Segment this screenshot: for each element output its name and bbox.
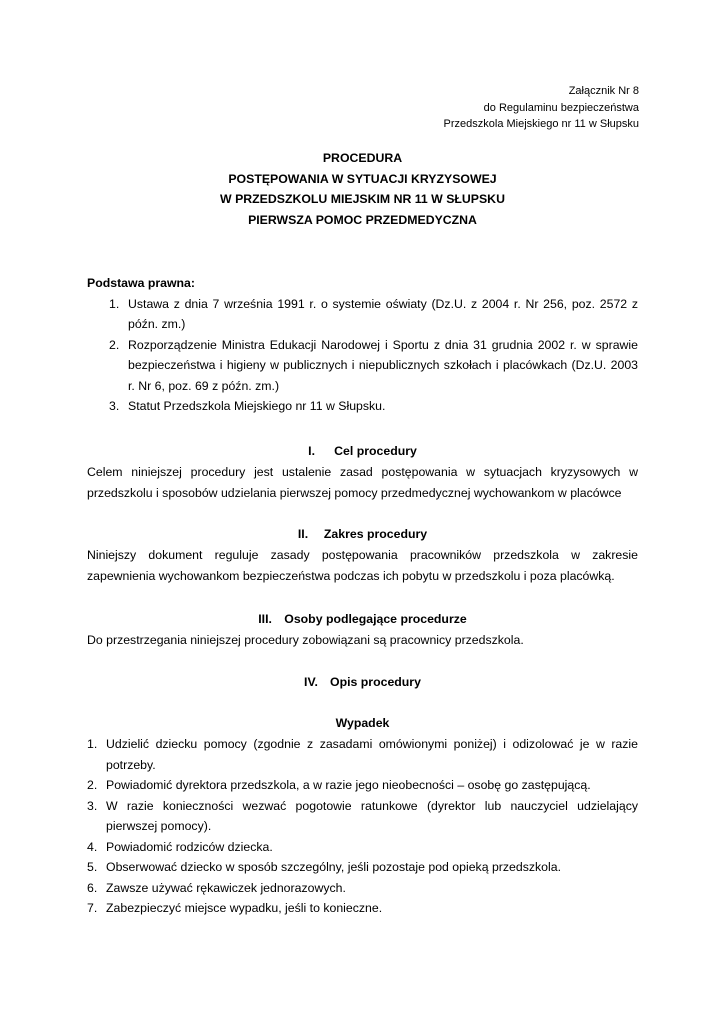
section-heading-2: [0, 524, 725, 545]
section-text: Celem niniejszej procedury jest ustalenie zasad postępowania w sytuacjach kryzysowych w przedszkolu i sposobów udzielania pierwszej pomocy przedmedycznej wychowankom w placówce: [87, 465, 638, 500]
section-title: Opis procedury: [330, 675, 421, 689]
list-item: [87, 396, 638, 417]
legal-basis-heading: Podstawa prawna:: [87, 276, 195, 290]
section-3-text: [87, 630, 638, 651]
section-number: IV.: [304, 675, 318, 689]
list-number: 4.: [87, 839, 98, 854]
annex-line-1: Załącznik Nr 8: [568, 85, 639, 97]
section-heading-1: [0, 441, 725, 462]
title-line-4: PIERWSZA POMOC PRZEDMEDYCZNA: [248, 212, 477, 227]
section-title: Cel procedury: [334, 444, 417, 458]
section-title: Zakres procedury: [323, 527, 428, 541]
list-text: Powiadomić rodziców dziecka.: [106, 839, 273, 854]
accident-list: [87, 734, 638, 919]
section-1-text: [87, 462, 638, 503]
list-item: [87, 878, 638, 899]
section-2-text: [87, 545, 638, 586]
list-text: W razie konieczności wezwać pogotowie ratunkowe (dyrektor lub nauczyciel udzielający pierwszej pomocy).: [106, 798, 638, 833]
list-text: Statut Przedszkola Miejskiego nr 11 w Słupsku.: [128, 399, 386, 413]
list-item: [87, 898, 638, 919]
section-number: II.: [297, 527, 309, 541]
section-heading-3: [0, 609, 725, 630]
list-text: Zawsze używać rękawiczek jednorazowych.: [106, 880, 346, 895]
list-number: 1.: [87, 737, 98, 751]
accident-steps: [87, 734, 638, 919]
section-number: I.: [308, 444, 315, 458]
list-item: [87, 837, 638, 858]
title-line-2: POSTĘPOWANIA W SYTUACJI KRYZYSOWEJ: [228, 171, 497, 186]
list-text: Obserwować dziecko w sposób szczególny, jeśli pozostaje pod opieką przedszkola.: [106, 860, 561, 874]
list-number: 1.: [109, 296, 120, 311]
list-number: 3.: [87, 798, 98, 813]
list-text: Ustawa z dnia 7 września 1991 r. o systemie oświaty (Dz.U. z 2004 r. Nr 256, poz. 2572 z późn. zm.): [128, 296, 638, 331]
list-text: Powiadomić dyrektora przedszkola, a w razie jego nieobecności – osobę go zastępującą.: [106, 778, 591, 792]
section-heading-4: [0, 672, 725, 693]
list-item: [87, 335, 638, 397]
title-line-1: PROCEDURA: [322, 151, 403, 165]
list-item: [87, 775, 638, 796]
list-item: [87, 796, 638, 837]
list-item: [87, 857, 638, 878]
title-line-3: W PRZEDSZKOLU MIEJSKIM NR 11 W SŁUPSKU: [220, 192, 505, 206]
section-number: III.: [258, 612, 272, 626]
section-text: Niniejszy dokument reguluje zasady postępowania pracowników przedszkola w zakresie zapewnienia wychowankom bezpieczeństwa podczas ich pobytu w przedszkolu i poza placówką.: [87, 548, 638, 583]
document-title: [0, 148, 725, 230]
section-title: Osoby podlegające procedurze: [284, 612, 467, 626]
list-text: Zabezpieczyć miejsce wypadku, jeśli to konieczne.: [106, 901, 383, 915]
legal-basis-list: [109, 294, 638, 417]
accident-title: Wypadek: [335, 716, 390, 730]
list-number: 3.: [109, 399, 120, 413]
list-item: [87, 734, 638, 775]
annex-note: [444, 83, 639, 133]
list-item: [87, 294, 638, 335]
list-number: 7.: [87, 901, 98, 915]
annex-line-2: do Regulaminu bezpieczeństwa: [483, 101, 639, 114]
list-text: Rozporządzenie Ministra Edukacji Narodowej i Sportu z dnia 31 grudnia 2002 r. w sprawie bezpieczeństwa i higieny w publicznych i niepublicznych szkołach i placówkach (Dz.U. 2003 r. Nr 6, poz. 69 z późn. zm.): [128, 337, 638, 393]
list-text: Udzielić dziecku pomocy (zgodnie z zasadami omówionymi poniżej) i odizolować je w razie potrzeby.: [106, 737, 638, 772]
list-number: 2.: [87, 778, 98, 792]
list-number: 2.: [109, 337, 120, 352]
section-text: Do przestrzegania niniejszej procedury zobowiązani są pracownicy przedszkola.: [87, 633, 524, 647]
legal-basis: [87, 273, 638, 417]
annex-line-3: Przedszkola Miejskiego nr 11 w Słupsku: [443, 118, 639, 130]
list-number: 5.: [87, 860, 98, 874]
accident-heading: [0, 713, 725, 734]
list-number: 6.: [87, 880, 98, 895]
